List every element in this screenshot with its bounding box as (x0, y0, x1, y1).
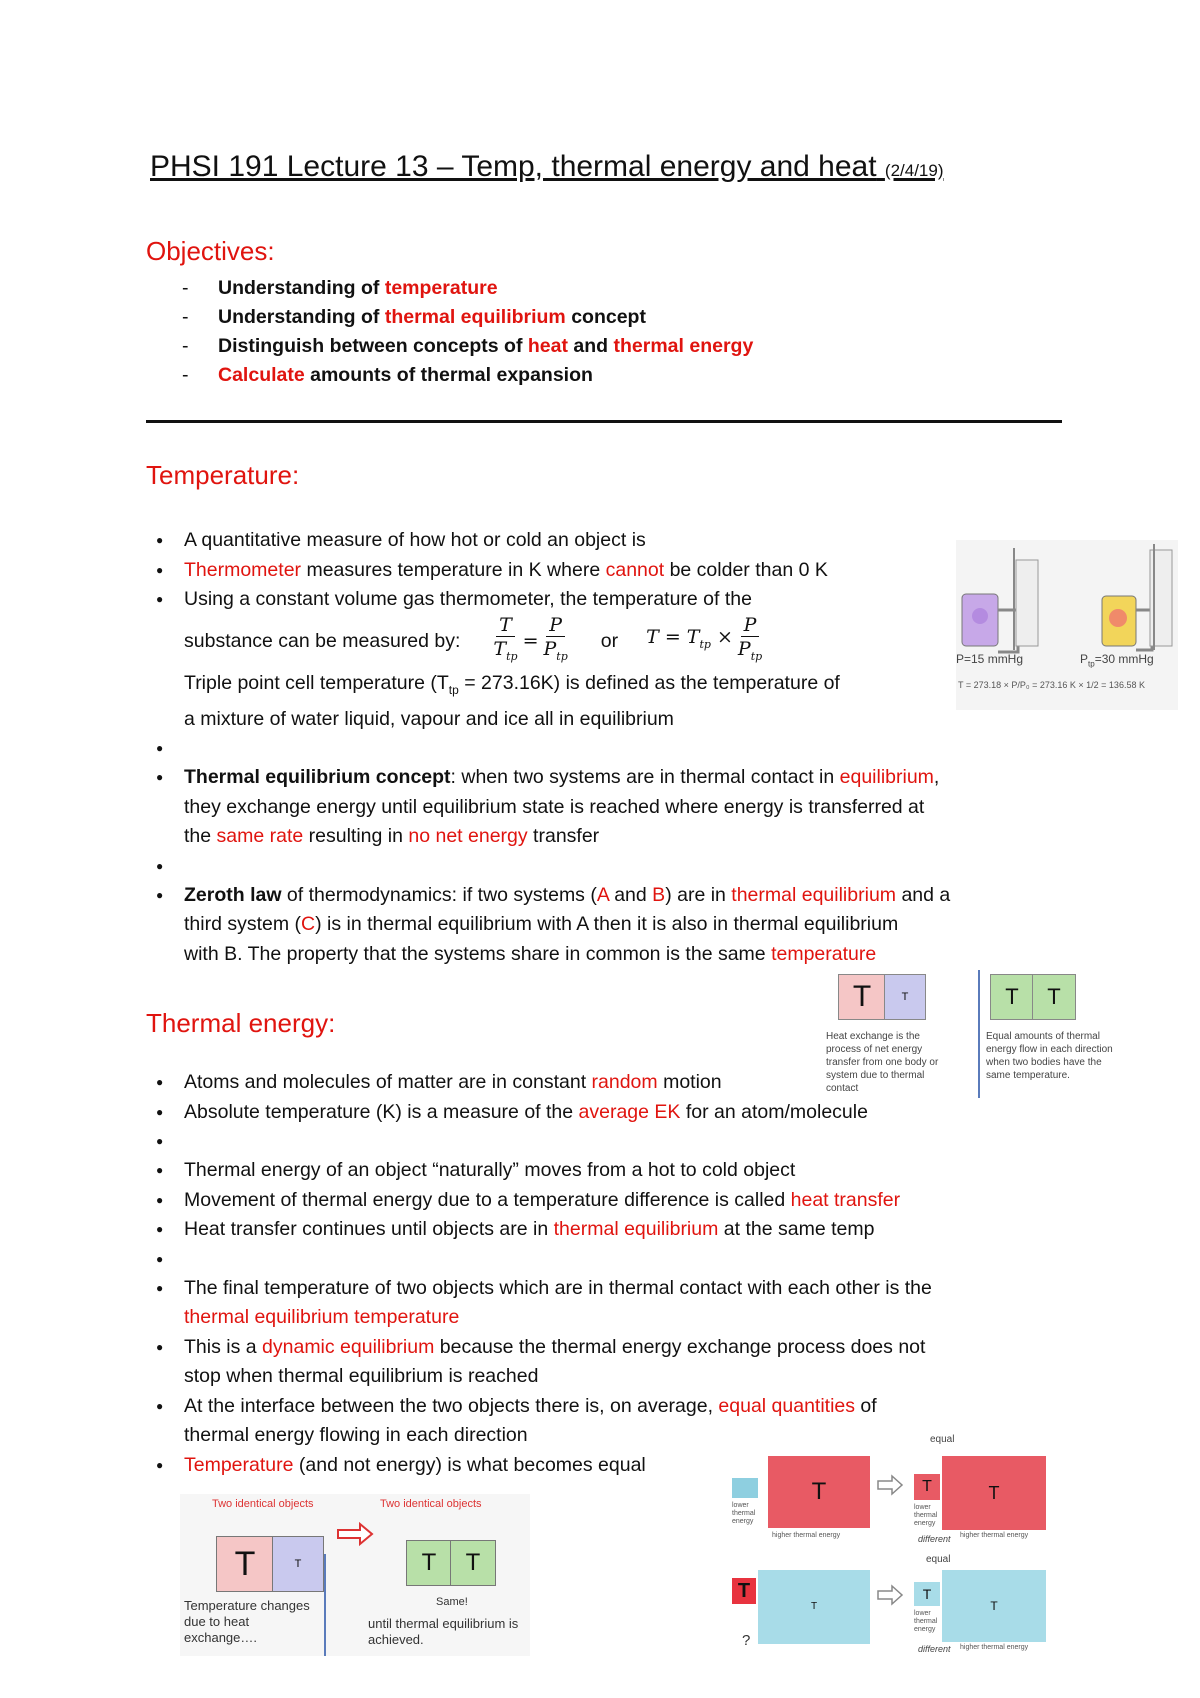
list-item: ● Absolute temperature (K) is a measure of the average EK for an atom/molecule (146, 1098, 1086, 1128)
list-item: - Understanding of temperature (146, 274, 1046, 303)
title-text: PHSI 191 Lecture 13 – Temp, thermal energy and heat (150, 150, 877, 183)
list-item: - Understanding of thermal equilibrium concept (146, 303, 1046, 332)
list-item: - Distinguish between concepts of heat and thermal energy (146, 332, 1046, 361)
list-item: ● Thermal equilibrium concept: when two systems are in thermal contact in equilibrium, they exchange energy until equilibrium state is reached where energy is transferred at the same rate resulting in no net energy transfer (146, 763, 1076, 852)
exchange-caption-2: Equal amounts of thermal energy flow in each direction when two bodies have the same temperature. (986, 1031, 1113, 1081)
equal-label-bottom: equal (926, 1554, 951, 1565)
list-item: ● Heat transfer continues until objects are in thermal equilibrium at the same temp (146, 1215, 1086, 1245)
energy-blocks-figure (728, 1434, 1050, 1660)
title-date: (2/4/19) (884, 161, 944, 180)
exchange-caption-1: Heat exchange is the process of net energy transfer from one body or system due to thermal contact (826, 1031, 939, 1094)
equal-object-right: T (450, 1540, 496, 1586)
different-label-1: different (918, 1534, 951, 1544)
page-title (150, 150, 1070, 184)
list-item: ● Movement of thermal energy due to a temperature difference is called heat transfer (146, 1186, 1086, 1216)
temperature-heading: Temperature: (146, 460, 300, 490)
hot-block: T (838, 974, 886, 1020)
section-divider (146, 420, 1062, 423)
higher-label-2: higher thermal energy (960, 1532, 1029, 1539)
list-item: ● The final temperature of two objects which are in thermal contact with each other is the thermal equilibrium temperature (146, 1274, 1086, 1333)
list-item: ● Thermal energy of an object “naturally” moves from a hot to cold object (146, 1156, 1086, 1186)
lower-label-3: lower thermal energy (914, 1610, 938, 1633)
identical-label-1: Two identical objects (212, 1498, 314, 1510)
thermal-energy-heading: Thermal energy: (146, 1008, 336, 1038)
pressure-label-right: $P_{tp}=30$ mmHg (1080, 652, 1154, 669)
list-item: ● Temperature (and not energy) is what becomes equal (146, 1451, 1086, 1481)
list-item: ● A quantitative measure of how hot or cold an object is (146, 526, 1076, 556)
big-cold-result: T (942, 1570, 1046, 1642)
list-item: ● Thermometer measures temperature in K where cannot be colder than 0 K (146, 556, 1076, 586)
equal-object-left: T (406, 1540, 452, 1586)
objectives-heading: Objectives: (146, 236, 275, 266)
list-item: ● This is a dynamic equilibrium because the thermal energy exchange process does not stop when thermal equilibrium is reached (146, 1333, 1086, 1392)
spacer (146, 1245, 1086, 1274)
different-label-2: different (918, 1644, 951, 1654)
big-cold-block: T (758, 1570, 870, 1644)
thermal-energy-list (146, 1068, 1086, 1480)
formula-caption: T = 273.18 × P/P₀ = 273.16 K × 1/2 = 136.58 K (958, 680, 1145, 690)
or-label: or (600, 629, 619, 652)
lower-label-2: lower thermal energy (914, 1504, 938, 1527)
question-mark: ? (742, 1632, 751, 1649)
equal-block-right: T (1032, 974, 1076, 1020)
right-arrow-icon (876, 1474, 906, 1496)
cold-object: T (272, 1536, 324, 1592)
small-cold-block (732, 1478, 758, 1498)
cold-block: T (884, 974, 926, 1020)
objectives-list (146, 274, 1046, 390)
identical-label-2: Two identical objects (380, 1498, 482, 1510)
list-item: ● Zeroth law of thermodynamics: if two systems (A and B) are in thermal equilibrium and a third system (C) is in thermal equilibrium with A then it is also in thermal equilibrium with B. The property that the systems share in common is the same temperature (146, 881, 1076, 970)
list-item: - Calculate amounts of thermal expansion (146, 361, 1046, 390)
hot-object: T (216, 1536, 274, 1592)
spacer (146, 734, 1076, 763)
small-cold-result: T (914, 1582, 940, 1606)
list-item: ● Using a constant volume gas thermometer, the temperature of the substance can be measured by: $\frac{T}{T_{tp}}$ = $\frac{P}{P_{tp}}$ or $T = T_{tp}$ × $\frac{P}{P_{tp}}$ Triple point cell temperature $(T_{tp} = 273.16K)$ is defined as the temperature of a mixture of water liquid, vapour and ice all in equilibrium (146, 585, 1076, 734)
formula-ratio-t: $\frac{T}{T_{tp}}$ (493, 614, 518, 663)
small-hot-block: T (732, 1578, 756, 1604)
identical-caption-1: Temperature changes due to heat exchange…. (184, 1598, 310, 1645)
thermometer-figure (956, 540, 1178, 710)
same-label: Same! (436, 1596, 468, 1608)
formula-ratio-p: $\frac{P}{P_{tp}}$ (543, 614, 568, 663)
figure-divider (324, 1554, 326, 1656)
big-hot-block: T (768, 1456, 870, 1528)
spacer (146, 852, 1076, 881)
equal-block-left: T (990, 974, 1034, 1020)
higher-label-1: higher thermal energy (772, 1532, 841, 1539)
higher-label-3: higher thermal energy (960, 1644, 1029, 1651)
list-item: ● At the interface between the two objects there is, on average, equal quantities of thermal energy flowing in each direction (146, 1392, 1086, 1451)
right-arrow-icon (336, 1522, 376, 1546)
pressure-label-left: P=15 mmHg (956, 652, 1024, 666)
identical-caption-2: until thermal equilibrium is achieved. (368, 1616, 519, 1647)
identical-objects-figure (180, 1494, 530, 1656)
spacer (146, 1127, 1086, 1156)
equal-label-top: equal (930, 1434, 955, 1445)
formula-ratio-p2: $\frac{P}{P_{tp}}$ (737, 614, 763, 663)
lower-label-1: lower thermal energy (732, 1502, 756, 1525)
small-hot-result: T (914, 1474, 940, 1500)
big-hot-result: T (942, 1456, 1046, 1530)
formula-t: $T = T_{tp}$ × (646, 626, 733, 652)
temperature-list (146, 526, 1076, 969)
list-item: ● Atoms and molecules of matter are in constant random motion (146, 1068, 1086, 1098)
right-arrow-icon (876, 1584, 906, 1606)
